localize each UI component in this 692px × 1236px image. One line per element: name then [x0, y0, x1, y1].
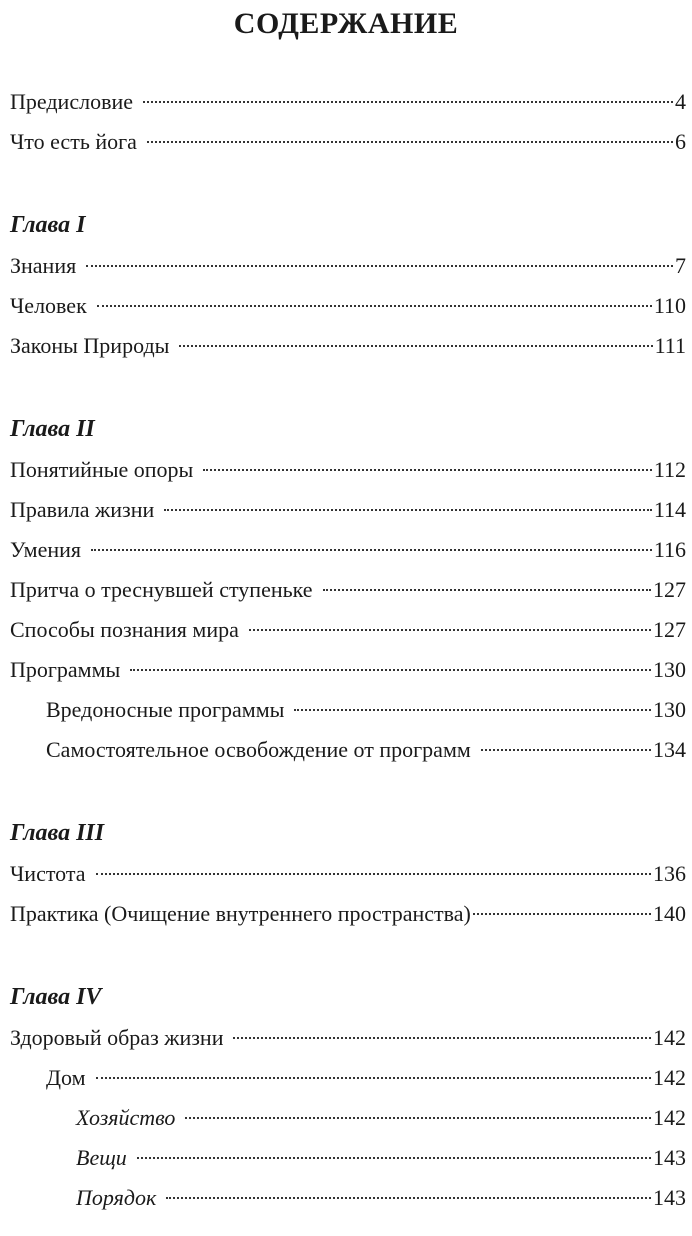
toc-subentry[interactable]: [10, 1058, 686, 1098]
dot-leader: [481, 749, 651, 751]
entry-page-number: 136: [653, 861, 686, 886]
entry-page-number: 6: [675, 129, 686, 154]
entry-title: Понятийные опоры: [10, 457, 194, 482]
entry-page-number: 127: [653, 617, 686, 642]
entry-title: Правила жизни: [10, 497, 155, 522]
dot-leader: [97, 305, 652, 307]
chapter-section-4: [10, 978, 686, 1218]
entry-title: Программы: [10, 657, 121, 682]
entry-page-number: 140: [653, 901, 686, 926]
dot-leader: [96, 873, 651, 875]
entry-title: Способы познания мира: [10, 617, 239, 642]
dot-leader: [96, 1077, 651, 1079]
dot-leader: [86, 265, 673, 267]
entry-title: Законы Природы: [10, 333, 170, 358]
entry-page-number: 134: [653, 737, 686, 762]
dot-leader: [473, 913, 651, 915]
chapter-section-2: [10, 410, 686, 770]
chapter-section-3: [10, 814, 686, 934]
entry-title: Предисловие: [10, 89, 133, 114]
chapter-heading: Глава IV: [10, 984, 102, 1010]
entry-page-number: 130: [653, 657, 686, 682]
chapter-heading: Глава I: [10, 212, 86, 238]
dot-leader: [147, 141, 673, 143]
toc-entry[interactable]: [10, 326, 686, 366]
intro-section: [10, 82, 686, 162]
entry-title: Хозяйство: [76, 1105, 176, 1130]
dot-leader: [164, 509, 652, 511]
toc-entry[interactable]: [10, 450, 686, 490]
entry-title: Здоровый образ жизни: [10, 1025, 224, 1050]
dot-leader: [143, 101, 673, 103]
chapter-section-1: [10, 206, 686, 366]
dot-leader: [203, 469, 651, 471]
entry-title: Чистота: [10, 861, 86, 886]
entry-page-number: 116: [653, 537, 686, 562]
dot-leader: [323, 589, 651, 591]
toc-subsubentry[interactable]: [10, 1138, 686, 1178]
toc-entry-what-is-yoga[interactable]: [10, 122, 686, 162]
toc-entry[interactable]: [10, 610, 686, 650]
dot-leader: [166, 1197, 651, 1199]
toc-entry[interactable]: [10, 286, 686, 326]
toc-entry[interactable]: [10, 490, 686, 530]
toc-entry[interactable]: [10, 1018, 686, 1058]
toc-entry-preface[interactable]: [10, 82, 686, 122]
toc-subsubentry[interactable]: [10, 1098, 686, 1138]
entry-page-number: 114: [653, 497, 686, 522]
dot-leader: [91, 549, 652, 551]
entry-title: Вредоносные программы: [46, 697, 285, 722]
entry-page-number: 7: [675, 253, 686, 278]
toc-entry[interactable]: [10, 894, 686, 934]
entry-title: Самостоятельное освобождение от программ: [46, 737, 471, 762]
entry-page-number: 142: [653, 1105, 686, 1130]
toc-entry[interactable]: [10, 246, 686, 286]
entry-title: Практика (Очищение внутреннего пространства): [10, 901, 471, 926]
entry-page-number: 143: [653, 1145, 686, 1170]
toc-entry[interactable]: [10, 854, 686, 894]
entry-page-number: 4: [675, 89, 686, 114]
entry-title: Притча о треснувшей ступеньке: [10, 577, 313, 602]
toc-subentry[interactable]: [10, 730, 686, 770]
dot-leader: [179, 345, 652, 347]
entry-title: Знания: [10, 253, 77, 278]
dot-leader: [185, 1117, 651, 1119]
entry-title: Умения: [10, 537, 81, 562]
entry-page-number: 127: [653, 577, 686, 602]
entry-page-number: 112: [653, 457, 686, 482]
entry-page-number: 110: [653, 293, 686, 318]
entry-title: Что есть йога: [10, 129, 137, 154]
dot-leader: [233, 1037, 651, 1039]
chapter-heading: Глава III: [10, 820, 105, 846]
entry-page-number: 142: [653, 1025, 686, 1050]
toc-entry[interactable]: [10, 650, 686, 690]
chapter-heading: Глава II: [10, 416, 95, 442]
toc-subentry[interactable]: [10, 690, 686, 730]
toc-entry[interactable]: [10, 570, 686, 610]
dot-leader: [294, 709, 651, 711]
dot-leader: [130, 669, 651, 671]
table-of-contents: [10, 82, 686, 1236]
dot-leader: [249, 629, 651, 631]
dot-leader: [137, 1157, 651, 1159]
entry-title: Вещи: [76, 1145, 127, 1170]
entry-title: Человек: [10, 293, 87, 318]
page-title: СОДЕРЖАНИЕ: [233, 7, 459, 40]
entry-page-number: 111: [654, 333, 686, 358]
entry-page-number: 143: [653, 1185, 686, 1210]
entry-page-number: 142: [653, 1065, 686, 1090]
entry-page-number: 130: [653, 697, 686, 722]
toc-entry[interactable]: [10, 530, 686, 570]
entry-title: Дом: [46, 1065, 86, 1090]
entry-title: Порядок: [76, 1185, 157, 1210]
toc-subsubentry[interactable]: [10, 1178, 686, 1218]
